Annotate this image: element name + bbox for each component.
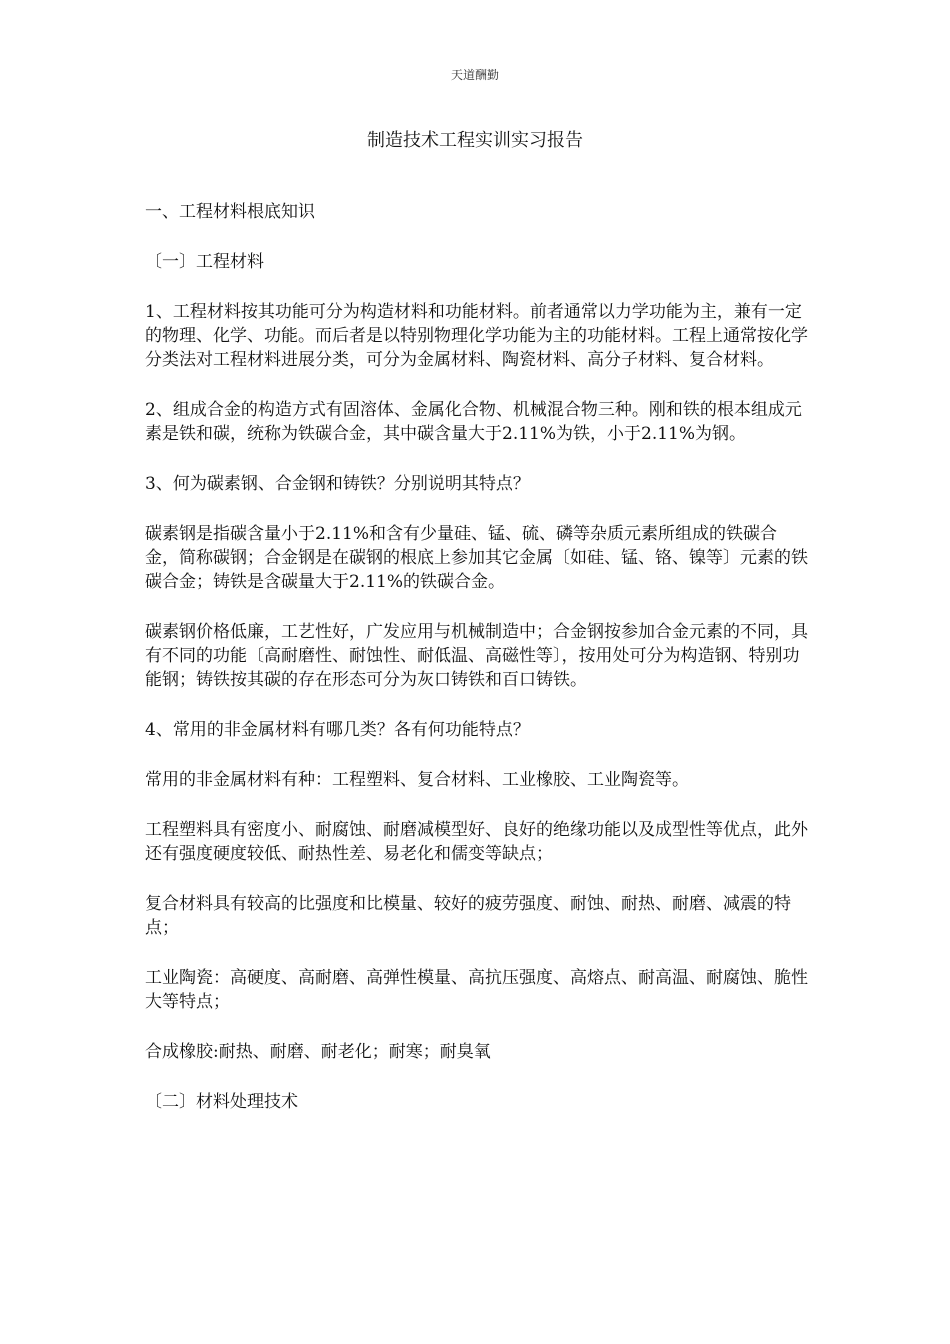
section-heading: 一、工程材料根底知识: [145, 202, 315, 222]
document-title: 制造技术工程实训实习报告: [367, 130, 583, 151]
paragraph: 工程塑料具有密度小、耐腐蚀、耐磨减模型好、良好的绝缘功能以及成型性等优点，此外还有强度硬度较低、耐热性差、易老化和儒变等缺点；: [145, 820, 808, 864]
question-paragraph: 4、常用的非金属材料有哪几类？各有何功能特点？: [145, 720, 530, 740]
question-paragraph: 3、何为碳素钢、合金钢和铸铁？分别说明其特点？: [145, 474, 530, 494]
page-header: 天道酬勤: [450, 68, 499, 82]
subsection-heading: 〔一〕工程材料: [145, 252, 264, 272]
subsection-heading: 〔二〕材料处理技术: [145, 1092, 298, 1112]
paragraph: 1、工程材料按其功能可分为构造材料和功能材料。前者通常以力学功能为主，兼有一定的物理、化学、功能。而后者是以特别物理化学功能为主的功能材料。工程上通常按化学分类法对工程材料进展分类，可分为金属材料、陶瓷材料、高分子材料、复合材料。: [145, 302, 808, 370]
paragraph: 碳素钢是指碳含量小于2.11%和含有少量硅、锰、硫、磷等杂质元素所组成的铁碳合金，简称碳钢；合金钢是在碳钢的根底上参加其它金属〔如硅、锰、铬、镍等〕元素的铁碳合金；铸铁是含碳量大于2.11%的铁碳合金。: [145, 524, 808, 592]
document-body: [145, 200, 810, 1140]
paragraph: 复合材料具有较高的比强度和比模量、较好的疲劳强度、耐蚀、耐热、耐磨、减震的特点；: [145, 894, 791, 938]
paragraph: 合成橡胶:耐热、耐磨、耐老化；耐寒；耐臭氧: [145, 1042, 491, 1062]
paragraph: 2、组成合金的构造方式有固溶体、金属化合物、机械混合物三种。刚和铁的根本组成元素是铁和碳，统称为铁碳合金，其中碳含量大于2.11%为铁，小于2.11%为钢。: [145, 400, 802, 444]
paragraph: 常用的非金属材料有种：工程塑料、复合材料、工业橡胶、工业陶瓷等。: [145, 770, 689, 790]
paragraph: 碳素钢价格低廉，工艺性好，广发应用与机械制造中；合金钢按参加合金元素的不同，具有不同的功能〔高耐磨性、耐蚀性、耐低温、高磁性等〕，按用处可分为构造钢、特别功能钢；铸铁按其碳的存在形态可分为灰口铸铁和百口铸铁。: [145, 622, 808, 690]
paragraph: 工业陶瓷：高硬度、高耐磨、高弹性模量、高抗压强度、高熔点、耐高温、耐腐蚀、脆性大等特点；: [145, 968, 808, 1012]
